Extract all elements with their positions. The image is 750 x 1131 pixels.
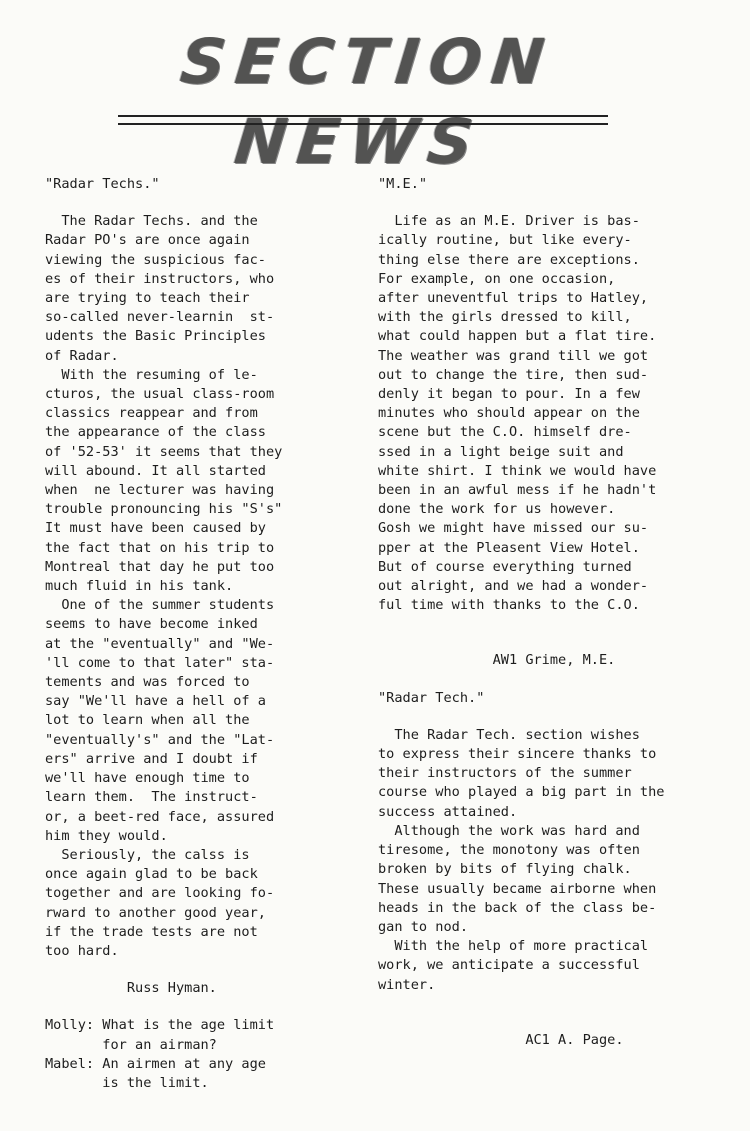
article-heading-me: "M.E."	[378, 176, 428, 192]
article-signature: AC1 A. Page.	[378, 1031, 624, 1048]
article-paragraph: The Radar Techs. and the Radar PO's are once again viewing the suspicious fac- es of their instructors, who are trying to teach their so-called never-learnin st- udents the Basic Principles of Radar.	[45, 213, 275, 364]
article-heading-radar-tech: "Radar Tech."	[378, 689, 485, 706]
joke-dialogue: Molly: What is the age limit for an airman? Mabel: An airmen at any age is the limit.	[45, 1017, 275, 1091]
article-signature: Russ Hyman.	[45, 980, 217, 997]
masthead-rule-top	[118, 115, 608, 117]
article-paragraph: With the help of more practical work, we anticipate a successful winter.	[378, 938, 649, 993]
article-paragraph: One of the summer students seems to have become inked at the "eventually" and "We- 'll come to that later" sta- tements and was forced to say "We'll have a hell of a lot to learn when all the "eventually's" and the "Lat- ers" arrive and I doubt if we'll have enough time to learn them. The instruct- or, a beet-red face, assured him they would.	[45, 597, 275, 844]
article-paragraph: Seriously, the calss is once again glad to be back together and are looking fo- rward to another good year, if the trade tests are not too hard.	[45, 846, 275, 959]
right-column	[378, 175, 730, 1068]
masthead-title: SECTION NEWS	[177, 25, 558, 178]
article-paragraph: Although the work was hard and tiresome, the monotony was often broken by bits of flying chalk. These usually became airborne when heads in the back of the class be- gan to nod.	[378, 822, 657, 935]
article-paragraph: The Radar Tech. section wishes to express their sincere thanks to their instructors of the summer course who played a big part in the success attained.	[378, 726, 665, 820]
masthead-rule-bottom	[118, 123, 608, 125]
masthead	[118, 22, 608, 178]
article-paragraph: With the resuming of le- cturos, the usual class-room classics reappear and from the appearance of the class of '52-53' it seems that they will abound. It all started when ne lecturer was having trouble pronouncing his "S's" It must have been caused by the fact that on his trip to Montreal that day he put too much fluid in his tank.	[45, 366, 283, 595]
left-column	[45, 175, 315, 1093]
article-paragraph: Life as an M.E. Driver is bas- ically routine, but like every- thing else there are exceptions. For example, on one occasion, after uneventful trips to Hatley, with the girls dressed to kill, what could happen but a flat tire. The weather was grand till we got out to change the tire, then sud- denly it began to pour. In a few minutes who should appear on the scene but the C.O. himself dre- ssed in a light beige suit and white shirt. I think we would have been in an awful mess if he hadn't done the work for us however. Gosh we might have missed our su- pper at the Pleasent View Hotel. But of course everything turned out alright, and we had a wonder- ful time with thanks to the C.O.	[378, 213, 657, 614]
article-signature: AW1 Grime, M.E.	[378, 652, 616, 669]
article-heading-radar-techs: "Radar Techs."	[45, 176, 160, 192]
